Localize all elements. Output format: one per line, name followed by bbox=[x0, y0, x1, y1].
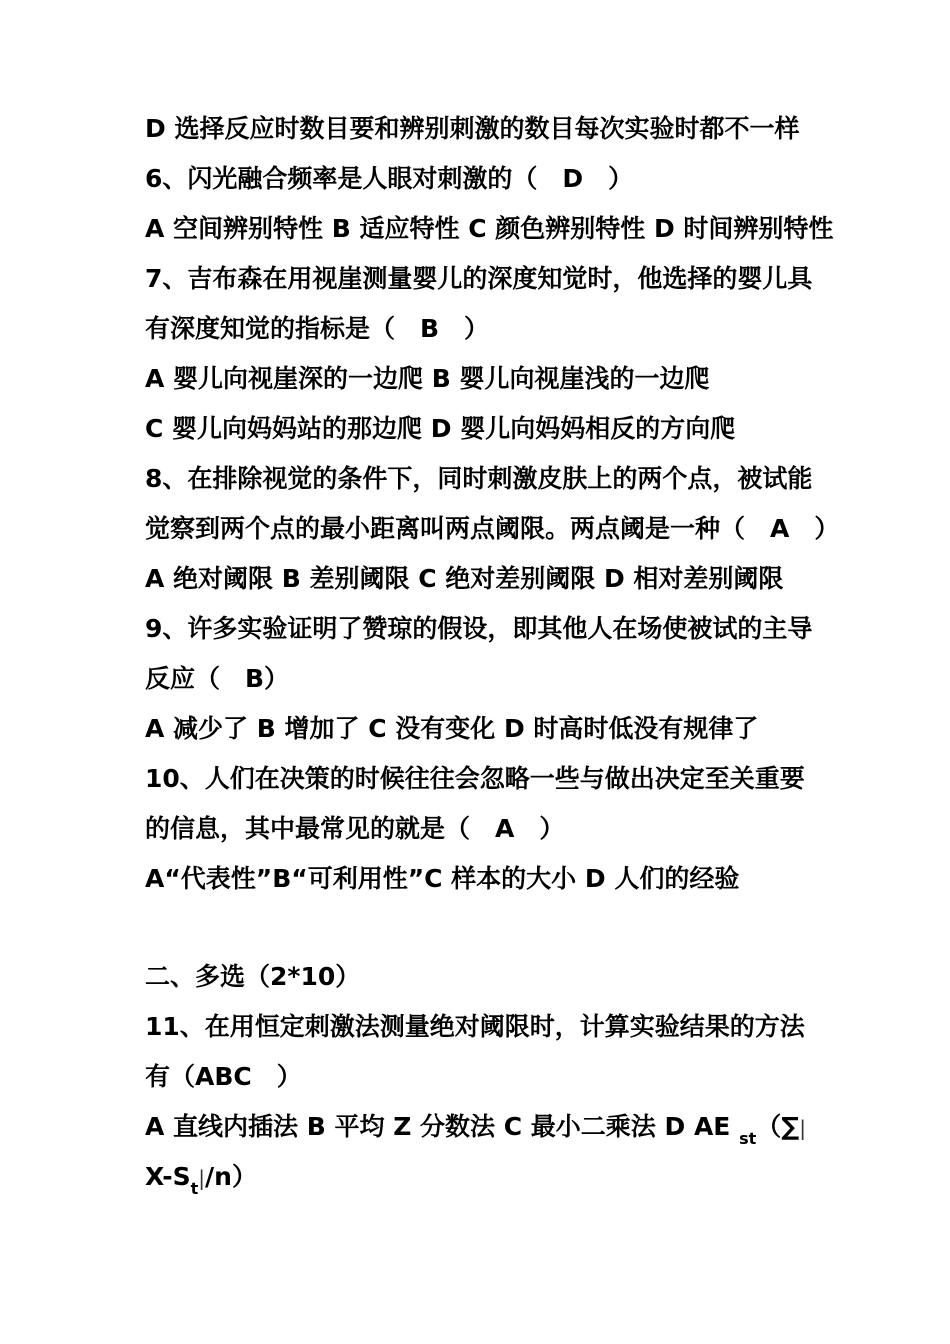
options-7-line2: C 婴儿向妈妈站的那边爬 D 婴儿向妈妈相反的方向爬 bbox=[145, 414, 736, 443]
options-11-line2 bbox=[145, 1160, 835, 1197]
question-9-line2: 反应（ B） bbox=[145, 664, 290, 693]
sum-symbol: （∑ bbox=[756, 1112, 800, 1141]
question-7-line1: 7、吉布森在用视崖测量婴儿的深度知觉时，他选择的婴儿具 bbox=[145, 264, 813, 293]
question-10-line1: 10、人们在决策的时候往往会忽略一些与做出决定至关重要 bbox=[145, 764, 805, 793]
question-11-line1: 11、在用恒定刺激法测量绝对阈限时，计算实验结果的方法 bbox=[145, 1012, 805, 1041]
abs-bar-left: | bbox=[799, 1116, 806, 1140]
subscript-t: t bbox=[190, 1179, 199, 1198]
text-line: D 选择反应时数目要和辨别刺激的数目每次实验时都不一样 bbox=[145, 114, 800, 143]
question-6: 6、闪光融合频率是人眼对刺激的（ D ） bbox=[145, 164, 634, 193]
options-11-line1 bbox=[145, 1110, 835, 1147]
options-8: A 绝对阈限 B 差别阈限 C 绝对差别阈限 D 相对差别阈限 bbox=[145, 564, 784, 593]
question-7-line2: 有深度知觉的指标是（ B ） bbox=[145, 314, 490, 343]
formula-x-minus-s: X-S bbox=[145, 1162, 191, 1191]
question-9-line1: 9、许多实验证明了赞琼的假设，即其他人在场使被试的主导 bbox=[145, 614, 813, 643]
options-9: A 减少了 B 增加了 C 没有变化 D 时高时低没有规律了 bbox=[145, 714, 759, 743]
question-10-line2: 的信息，其中最常见的就是（ A ） bbox=[145, 814, 565, 843]
options-7-line1: A 婴儿向视崖深的一边爬 B 婴儿向视崖浅的一边爬 bbox=[145, 364, 710, 393]
options-11-text: A 直线内插法 B 平均 Z 分数法 C 最小二乘法 D AE bbox=[145, 1112, 740, 1141]
question-11-line2: 有（ABC ） bbox=[145, 1062, 302, 1091]
abs-bar-right: | bbox=[198, 1166, 206, 1190]
question-8-line1: 8、在排除视觉的条件下，同时刺激皮肤上的两个点，被试能 bbox=[145, 464, 813, 493]
question-8-line2: 觉察到两个点的最小距离叫两点阈限。两点阈是一种（ A ） bbox=[145, 514, 840, 543]
subscript-st: st bbox=[739, 1129, 757, 1148]
options-6: A 空间辨别特性 B 适应特性 C 颜色辨别特性 D 时间辨别特性 bbox=[145, 214, 834, 243]
section-heading: 二、多选（2*10） bbox=[145, 962, 361, 991]
options-10: A“代表性”B“可利用性”C 样本的大小 D 人们的经验 bbox=[145, 864, 740, 893]
formula-divide-n: /n） bbox=[205, 1162, 257, 1191]
